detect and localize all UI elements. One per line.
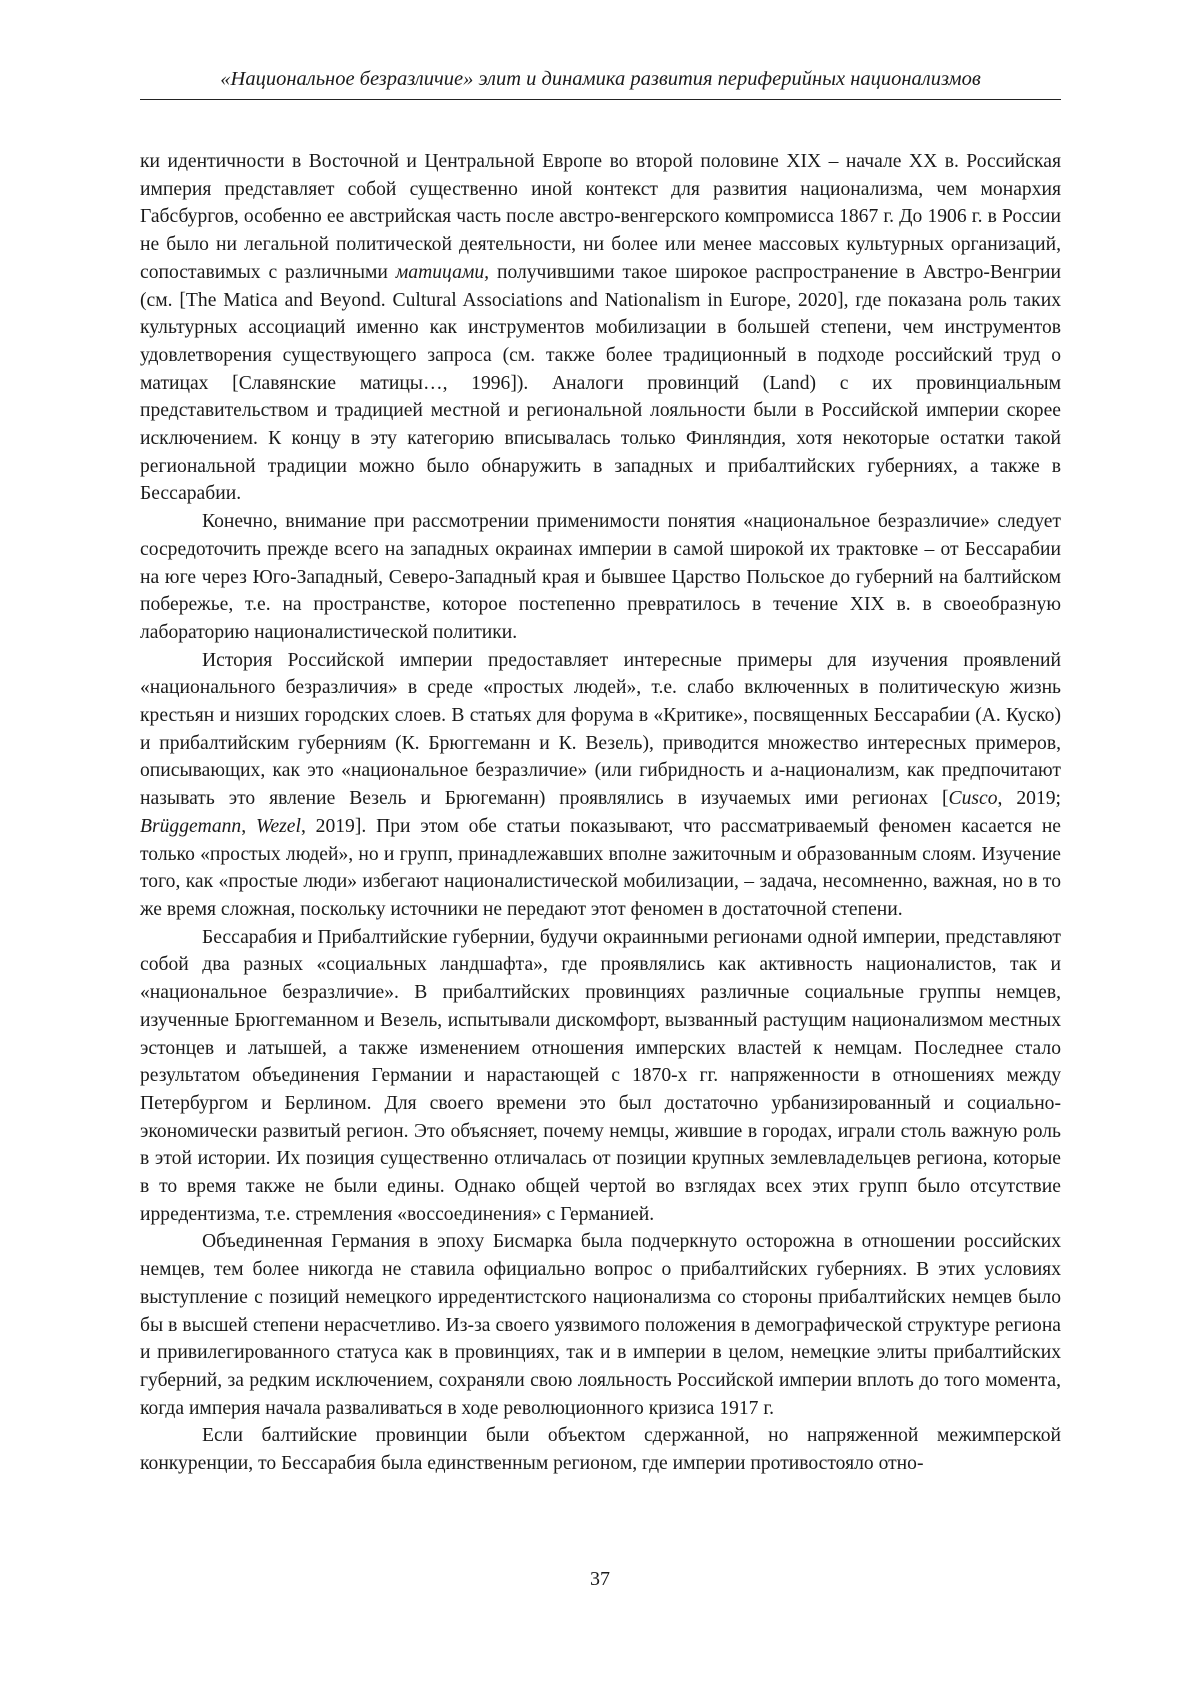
paragraph-5 [140,1228,1061,1422]
paragraph-6 [140,1422,1061,1477]
paragraph-3-text-3: , [241,815,256,837]
paragraph-3-text-2: , 2019; [997,788,1061,810]
paragraph-4-text: Бессарабия и Прибалтийские губернии, будучи окраинными регионами одной империи, представляют собой два разных «социальных ландшафта», где проявлялись как активность националистов, так и «национальное безразличие». В прибалтийских провинциях различные социальные группы немцев, изученные Брюггеманном и Везель, испытывали дискомфорт, вызванный растущим национализмом местных эстонцев и латышей, а также изменением отношения имперских властей к немцам. Последнее стало результатом объединения Германии и нарастающей с 1870-х гг. напряженности в отношениях между Петербургом и Берлином. Для своего времени это был достаточно урбанизированный и социально-экономически развитый регион. Это объясняет, почему немцы, жившие в городах, играли столь важную роль в этой истории. Их позиция существенно отличалась от позиции крупных землевладельцев региона, которые в то время также не были едины. Однако общей чертой во взглядах всех этих групп было отсутствие ирредентизма, т.е. стремления «воссоединения» с Германией. [140,926,1061,1225]
paragraph-1 [140,148,1061,508]
paragraph-1-text-1: ки идентичности в Восточной и Центральной Европе во второй половине XIX – начале XX в. Российская империя представляет собой существенно иной контекст для развития национализма, чем монархия Габсбургов, особенно ее австрийская часть после австро-венгерского компромисса 1867 г. До 1906 г. в России не было ни легальной политической деятельности, ни более или менее массовых культурных организаций, сопоставимых с различными [140,151,1061,283]
paragraph-6-text: Если балтийские провинции были объектом сдержанной, но напряженной межимперской конкуренции, то Бессарабия была единственным регионом, где империи противостояло отно- [140,1425,1061,1475]
paragraph-3-text-1: История Российской империи предоставляет интересные примеры для изучения проявлений «национального безразличия» в среде «простых людей», т.е. слабо включенных в политическую жизнь крестьян и низших городских слоев. В статьях для форума в «Критике», посвященных Бессарабии (А. Куско) и прибалтийским губерниям (К. Брюггеманн и К. Везель), приводится множество интересных примеров, описывающих, как это «национальное безразличие» (или гибридность и а-национализм, как предпочитают называть это явление Везель и Брюгеманн) проявлялись в изучаемых ими регионах [ [140,649,1061,810]
running-head-title: «Национальное безразличие» элит и динамика развития периферийных национализмов [220,68,981,90]
paragraph-5-text: Объединенная Германия в эпоху Бисмарка была подчеркнуто осторожна в отношении российских немцев, тем более никогда не ставила официально вопрос о прибалтийских губерниях. В этих условиях выступление с позиций немецкого ирредентистского национализма со стороны прибалтийских немцев было бы в высшей степени нерасчетливо. Из-за своего уязвимого положения в демографической структуре региона и привилегированного статуса как в провинциях, так и в империи в целом, немецкие элиты прибалтийских губерний, за редким исключением, сохраняли свою лояльность Российской империи вплоть до того момента, когда империя начала разваливаться в ходе революционного кризиса 1917 г. [140,1231,1061,1419]
citation-author-cusco: Cusco [948,788,998,810]
paragraph-3 [140,647,1061,924]
paragraph-3-text-4: , 2019]. При этом обе статьи показывают, что рассматриваемый феномен касается не только «простых людей», но и групп, принадлежавших вполне зажиточным и образованным слоям. Изучение того, как «простые люди» избегают националистической мобилизации, – задача, несомненно, важная, но в то же время сложная, поскольку источники не передают этот феномен в достаточной степени. [140,815,1062,920]
paragraph-1-term-matica: матицами, [395,261,490,283]
citation-author-bruggemann: Brüggemann [140,815,242,837]
article-body [140,148,1061,1478]
paragraph-1-text-2: получившими такое широкое распространение в Австро-Венгрии (см. [The Matica and Beyond. Cultural Associations and Nationalism in Europe, 2020], где показана роль таких культурных ассоциаций именно как инструментов мобилизации в большей степени, чем инструментов удовлетворения существующего запроса (см. также более традиционный в подходе российский труд о матицах [Славянские матицы…, 1996]). Аналоги провинций (Land) с их провинциальным представительством и традицией местной и региональной лояльности были в Российской империи скорее исключением. К концу в эту категорию вписывалась только Финляндия, хотя некоторые остатки такой региональной традиции можно было обнаружить в западных и прибалтийских губерниях, а также в Бессарабии. [140,261,1062,505]
citation-author-wezel: Wezel [255,815,301,837]
header-rule [140,99,1061,100]
paragraph-2-text: Конечно, внимание при рассмотрении применимости понятия «национальное безразличие» следует сосредоточить прежде всего на западных окраинах империи в самой широкой их трактовке – от Бессарабии на юге через Юго-Западный, Северо-Западный края и бывшее Царство Польское до губерний на балтийском побережье, т.е. на пространстве, которое постепенно превратилось в течение XIX в. в своеобразную лабораторию националистической политики. [140,511,1061,643]
paragraph-4 [140,924,1061,1229]
paragraph-2 [140,508,1061,647]
page-number: 37 [590,1568,610,1590]
